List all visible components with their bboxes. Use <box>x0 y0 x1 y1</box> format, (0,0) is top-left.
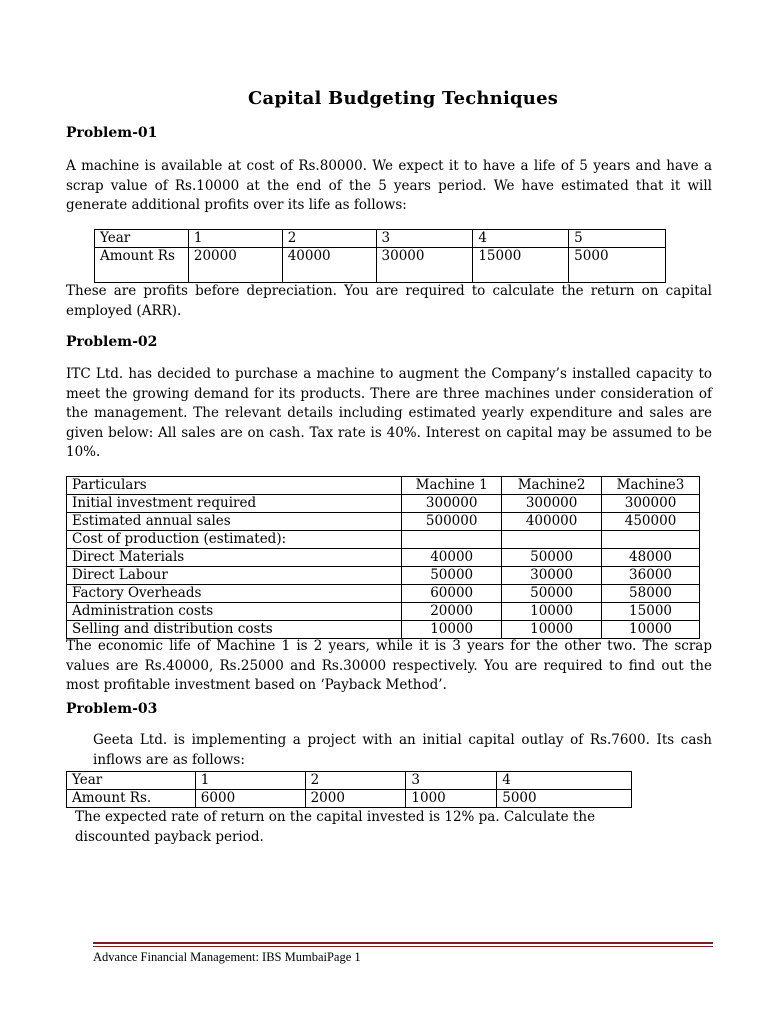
table-cell: 4 <box>473 230 569 248</box>
problem-01-heading: Problem-01 <box>66 125 158 141</box>
table-cell <box>402 531 502 549</box>
page-footer: Advance Financial Management: IBS MumbaiPage 1 <box>93 950 361 964</box>
table-row <box>67 495 700 513</box>
table-cell: Initial investment required <box>67 495 402 513</box>
table-cell: 10000 <box>502 621 602 639</box>
problem-03-text: Geeta Ltd. is implementing a project with an initial capital outlay of Rs.7600. Its cash inflows are as follows: <box>93 732 712 768</box>
table-cell: 300000 <box>502 495 602 513</box>
table-cell: 1 <box>188 230 282 248</box>
table-cell: 50000 <box>502 585 602 603</box>
table-cell: Direct Materials <box>67 549 402 567</box>
table-cell: Particulars <box>67 477 402 495</box>
table-row <box>67 790 632 808</box>
table-cell: 20000 <box>188 248 282 283</box>
table-row <box>67 549 700 567</box>
table-cell: Machine2 <box>502 477 602 495</box>
table-cell: 450000 <box>602 513 700 531</box>
table-cell: 1000 <box>406 790 497 808</box>
table-cell: 5 <box>569 230 666 248</box>
table-cell: Estimated annual sales <box>67 513 402 531</box>
table-cell: 4 <box>497 772 632 790</box>
table-cell: Direct Labour <box>67 567 402 585</box>
table-cell: 15000 <box>473 248 569 283</box>
table-cell: 2 <box>282 230 376 248</box>
table-cell: 50000 <box>502 549 602 567</box>
table-cell: 30000 <box>502 567 602 585</box>
problem-02-question: The economic life of Machine 1 is 2 years, while it is 3 years for the other two. The scrap values are Rs.40000, Rs.25000 and Rs.30000 respectively. You are required to find out the most profitable investment based on ‘Payback Method’. <box>66 638 712 693</box>
table-cell: 15000 <box>602 603 700 621</box>
table-cell: Cost of production (estimated): <box>67 531 402 549</box>
table-cell: 40000 <box>282 248 376 283</box>
table-cell: 500000 <box>402 513 502 531</box>
problem-03-heading: Problem-03 <box>66 701 158 717</box>
table-cell: Factory Overheads <box>67 585 402 603</box>
table-cell <box>502 531 602 549</box>
table-cell: Amount Rs <box>95 248 189 283</box>
table-cell: 2000 <box>305 790 406 808</box>
table-cell: 10000 <box>502 603 602 621</box>
problem-01-question: These are profits before depreciation. You are required to calculate the return on capital employed (ARR). <box>66 283 712 319</box>
footer-rule <box>93 942 713 944</box>
table-row <box>67 531 700 549</box>
table-cell: 300000 <box>602 495 700 513</box>
problem-02-text: ITC Ltd. has decided to purchase a machine to augment the Company’s installed capacity to meet the growing demand for its products. There are three machines under consideration of the management. The relevant details including estimated yearly expenditure and sales are given below: All sales are on cash. Tax rate is 40%. Interest on capital may be assumed to be 10%. <box>66 366 712 460</box>
table-row <box>67 585 700 603</box>
table-row <box>95 248 666 283</box>
table-row <box>67 603 700 621</box>
problem-01-text: A machine is available at cost of Rs.80000. We expect it to have a life of 5 years and have a scrap value of Rs.10000 at the end of the 5 years period. We have estimated that it will generate additional profits over its life as follows: <box>66 158 712 213</box>
table-cell: 10000 <box>402 621 502 639</box>
table-cell: 50000 <box>402 567 502 585</box>
table-row <box>67 567 700 585</box>
table-cell: 400000 <box>502 513 602 531</box>
problem-02-heading: Problem-02 <box>66 334 158 350</box>
problem-01-table <box>94 229 666 283</box>
table-cell: Amount Rs. <box>67 790 196 808</box>
table-row <box>67 621 700 639</box>
table-header-row <box>67 772 632 790</box>
table-cell: 5000 <box>497 790 632 808</box>
footer-rule <box>93 946 713 947</box>
table-cell: 20000 <box>402 603 502 621</box>
table-header-row <box>67 477 700 495</box>
table-cell: Machine3 <box>602 477 700 495</box>
table-cell: Machine 1 <box>402 477 502 495</box>
table-cell: 30000 <box>376 248 473 283</box>
problem-03-question: The expected rate of return on the capital invested is 12% pa. Calculate the discounted payback period. <box>75 809 596 845</box>
table-cell: 3 <box>376 230 473 248</box>
table-cell: Administration costs <box>67 603 402 621</box>
table-cell: 60000 <box>402 585 502 603</box>
table-cell: Selling and distribution costs <box>67 621 402 639</box>
table-cell: 48000 <box>602 549 700 567</box>
table-cell: 300000 <box>402 495 502 513</box>
table-cell: 3 <box>406 772 497 790</box>
table-cell: 10000 <box>602 621 700 639</box>
table-header-row <box>95 230 666 248</box>
table-cell: 5000 <box>569 248 666 283</box>
table-cell <box>602 531 700 549</box>
page-title: Capital Budgeting Techniques <box>247 88 559 109</box>
table-cell: 6000 <box>195 790 305 808</box>
table-cell: 36000 <box>602 567 700 585</box>
table-cell: Year <box>95 230 189 248</box>
problem-02-table <box>66 476 700 639</box>
table-row <box>67 513 700 531</box>
table-cell: 1 <box>195 772 305 790</box>
table-cell: 58000 <box>602 585 700 603</box>
problem-03-table <box>66 771 632 808</box>
table-cell: 40000 <box>402 549 502 567</box>
table-cell: Year <box>67 772 196 790</box>
table-cell: 2 <box>305 772 406 790</box>
